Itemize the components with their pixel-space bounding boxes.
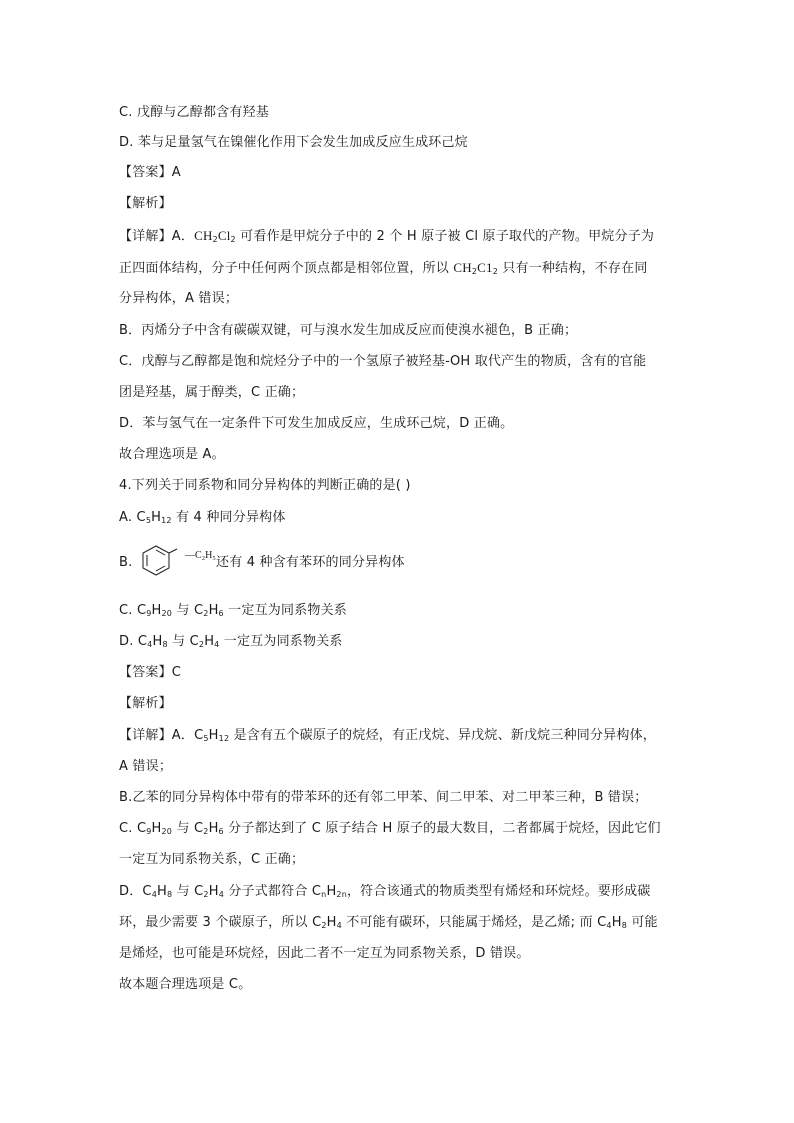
q4-detail-a-line-2: A 错误； (119, 759, 173, 774)
q4-option-a: A. $C_5H_{12}$ 有 4 种同分异构体 (119, 510, 286, 525)
detail-a-line-3: 分异构体，A 错误； (119, 291, 239, 306)
detail-c-line-1: C．戊醇与乙醇都是饱和烷烃分子中的一个氢原子被羟基-OH 取代产生的物质，含有的官能 (119, 354, 647, 369)
analysis-heading: 【解析】 (119, 196, 172, 211)
detail-a-line-1: 【详解】A．$CH_2Cl_2$ 可看作是甲烷分子中的 2 个 H 原子被 Cl 原子取代的产物。甲烷分子为 (119, 228, 655, 244)
q4-detail-c-line-2: 一定互为同系物关系，C 正确； (119, 852, 305, 867)
ethyl-group-label: —C₂H₅ (185, 550, 216, 561)
option-c-line: C. 戊醇与乙醇都含有羟基 (119, 105, 269, 120)
q4-conclusion-line: 故本题合理选项是 C。 (119, 977, 252, 992)
q4-detail-b-line: B.乙苯的同分异构体中带有的带苯环的还有邻二甲苯、间二甲苯、对二甲苯三种，B 错误； (119, 790, 648, 805)
detail-a-line-2: 正四面体结构，分子中任何两个顶点都是相邻位置，所以 $CH_2C1_2$ 只有一种结构，不存在同 (119, 260, 648, 276)
detail-c-line-2: 团是羟基，属于醇类，C 正确； (119, 385, 305, 400)
q4-detail-a-line-1: 【详解】A．$C_5H_{12}$ 是含有五个碳原子的烷烃，有正戊烷、异戊烷、新戊烷三种同分异构体， (119, 728, 656, 743)
detail-d-line: D．苯与氢气在一定条件下可发生加成反应，生成环己烷，D 正确。 (119, 416, 514, 431)
conclusion-line: 故合理选项是 A。 (119, 447, 225, 462)
question-4-stem: 4.下列关于同系物和同分异构体的判断正确的是( ) (119, 478, 411, 493)
q4-detail-d-line-2: 环，最少需要 3 个碳原子，所以 $C_2H_4$ 不可能有碳环，只能属于烯烃，是乙烯; 而 $C_4H_8$ 可能 (119, 915, 658, 930)
q4-analysis-heading: 【解析】 (119, 696, 172, 711)
q4-detail-d-line-1: D．$C_4H_8$ 与 $C_2H_4$ 分子式都符合 $C_nH_{2n}$，符合该通式的物质类型有烯烃和环烷烃。要形成碳 (119, 884, 651, 899)
q4-option-d: D. $C_4H_8$ 与 $C_2H_4$ 一定互为同系物关系 (119, 634, 343, 649)
q4-answer-line: 【答案】C (119, 665, 182, 680)
q4-option-c: C. $C_9H_{20}$ 与 $C_2H_6$ 一定互为同系物关系 (119, 603, 347, 618)
ethylbenzene-structure-icon (142, 543, 214, 583)
answer-line: 【答案】A (119, 165, 181, 180)
q4-option-b-label: B. (119, 555, 133, 570)
q4-detail-d-line-3: 是烯烃，也可能是环烷烃，因此二者不一定互为同系物关系，D 错误。 (119, 946, 530, 961)
q4-detail-c-line-1: C. $C_9H_{20}$ 与 $C_2H_6$ 分子都达到了 C 原子结合 H 原子的最大数目，二者都属于烷烃，因此它们 (119, 821, 661, 836)
detail-b-line: B．丙烯分子中含有碳碳双键，可与溴水发生加成反应而使溴水褪色，B 正确； (119, 323, 578, 338)
option-d-line: D. 苯与足量氢气在镍催化作用下会发生加成反应生成环己烷 (119, 135, 468, 150)
q4-option-b-text: 还有 4 种含有苯环的同分异构体 (216, 555, 405, 570)
